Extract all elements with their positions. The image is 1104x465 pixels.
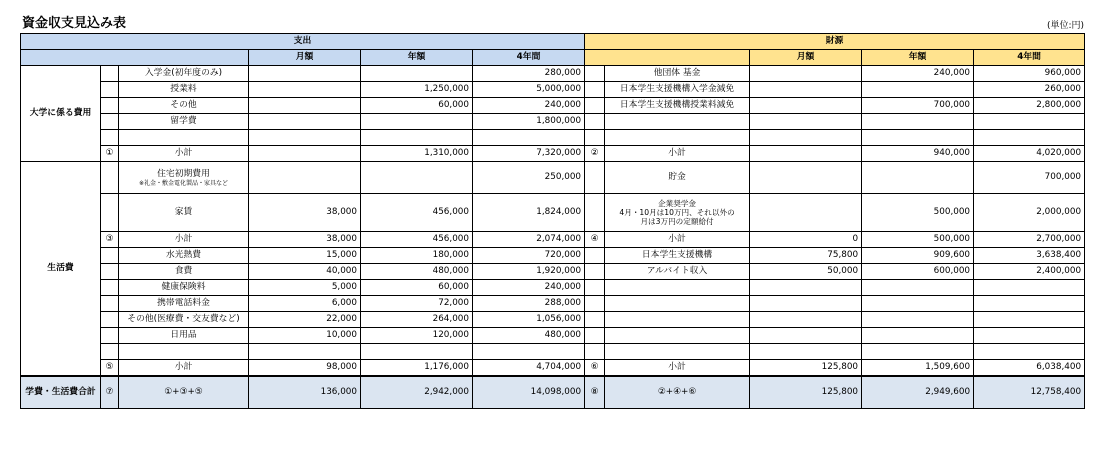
- expense-item-label: 小計: [174, 362, 193, 372]
- expense-item-label: 携帯電話料金: [157, 298, 210, 308]
- table-row: [21, 328, 1085, 344]
- table-row: [21, 194, 1085, 232]
- source-monthly: [750, 296, 862, 312]
- expense-item: [119, 98, 249, 114]
- expense-four-year: 720,000: [473, 248, 585, 264]
- expense-item-label: 授業料: [170, 84, 197, 94]
- source-annual: [862, 280, 974, 296]
- expense-four-year: 4,704,000: [473, 360, 585, 377]
- expense-item: [119, 296, 249, 312]
- source-annual: 600,000: [862, 264, 974, 280]
- source-item-line: 月は3万円の定額給付: [640, 217, 714, 226]
- expense-item-label: 入学金(初年度のみ): [144, 68, 223, 78]
- expense-four-year: 1,824,000: [473, 194, 585, 232]
- expense-monthly: [249, 98, 361, 114]
- source-marker: [585, 194, 605, 232]
- unit-label: (単位:円): [1046, 21, 1084, 31]
- expense-annual: 180,000: [361, 248, 473, 264]
- table-row: [21, 130, 1085, 146]
- expense-annual: 1,176,000: [361, 360, 473, 377]
- source-marker: [585, 130, 605, 146]
- source-item: アルバイト収入: [605, 264, 750, 280]
- expense-item-label: 家賃: [174, 207, 193, 217]
- expense-monthly: 136,000: [249, 376, 361, 409]
- source-monthly: [750, 312, 862, 328]
- expense-item: [119, 264, 249, 280]
- expense-item-label: 小計: [174, 234, 193, 244]
- expense-item: [119, 376, 249, 409]
- expense-item-label: 留学費: [170, 116, 197, 126]
- expense-four-year: 5,000,000: [473, 82, 585, 98]
- table-row: [21, 344, 1085, 360]
- source-marker: [585, 296, 605, 312]
- expense-annual: [361, 114, 473, 130]
- expense-item-label: 水光熱費: [165, 250, 202, 260]
- expense-monthly: [249, 162, 361, 194]
- source-annual: 500,000: [862, 194, 974, 232]
- expense-monthly: [249, 82, 361, 98]
- expense-monthly: 22,000: [249, 312, 361, 328]
- source-item: [605, 280, 750, 296]
- table-row: [21, 376, 1085, 409]
- source-four-year: [974, 328, 1085, 344]
- sheet-title: 資金収支見込み表: [22, 16, 127, 31]
- source-marker: [585, 66, 605, 82]
- expense-marker: [101, 98, 119, 114]
- category-total: 学費・生活費合計: [21, 376, 101, 409]
- expense-marker: ①: [101, 146, 119, 162]
- expense-four-year: 1,920,000: [473, 264, 585, 280]
- source-monthly: [750, 130, 862, 146]
- expense-annual: 480,000: [361, 264, 473, 280]
- expense-marker: [101, 66, 119, 82]
- expense-item-label: 住宅初期費用: [157, 168, 210, 179]
- expense-item-label: その他: [170, 100, 197, 110]
- expense-four-year-header: 4年間: [473, 50, 585, 66]
- source-monthly: 75,800: [750, 248, 862, 264]
- table-row: [21, 98, 1085, 114]
- expense-four-year: 240,000: [473, 280, 585, 296]
- source-monthly: [750, 114, 862, 130]
- expense-monthly: 5,000: [249, 280, 361, 296]
- source-annual: 2,949,600: [862, 376, 974, 409]
- source-item: [605, 312, 750, 328]
- source-marker: [585, 328, 605, 344]
- source-monthly: [750, 66, 862, 82]
- header-row-2: [21, 50, 1085, 66]
- expense-monthly: [249, 344, 361, 360]
- expense-annual-header: 年額: [361, 50, 473, 66]
- expense-annual: 60,000: [361, 98, 473, 114]
- source-marker: [585, 162, 605, 194]
- source-marker: [585, 248, 605, 264]
- table-row: [21, 232, 1085, 248]
- source-marker: ④: [585, 232, 605, 248]
- expense-monthly: 98,000: [249, 360, 361, 377]
- source-item: 日本学生支援機構授業料減免: [605, 98, 750, 114]
- source-marker: ⑧: [585, 376, 605, 409]
- expense-item: [119, 66, 249, 82]
- source-four-year: [974, 130, 1085, 146]
- source-annual: [862, 130, 974, 146]
- expense-marker: [101, 344, 119, 360]
- source-annual: [862, 82, 974, 98]
- source-annual: [862, 162, 974, 194]
- source-monthly: 50,000: [750, 264, 862, 280]
- expense-annual: 72,000: [361, 296, 473, 312]
- source-item: [605, 296, 750, 312]
- expense-item-label: その他(医療費・交友費など): [127, 314, 240, 324]
- expense-four-year: 1,056,000: [473, 312, 585, 328]
- source-annual: [862, 328, 974, 344]
- expense-item-label: ①+③+⑤: [164, 387, 203, 397]
- source-marker: [585, 114, 605, 130]
- expense-marker: ⑤: [101, 360, 119, 377]
- expense-annual: 456,000: [361, 194, 473, 232]
- expense-annual: 264,000: [361, 312, 473, 328]
- expense-marker: [101, 328, 119, 344]
- source-item: 小計: [605, 360, 750, 377]
- source-item: 他団体 基金: [605, 66, 750, 82]
- source-item: 小計: [605, 146, 750, 162]
- expense-item: [119, 82, 249, 98]
- category-living: 生活費: [21, 162, 101, 377]
- source-four-year: 12,758,400: [974, 376, 1085, 409]
- table-row: [21, 312, 1085, 328]
- expense-annual: 60,000: [361, 280, 473, 296]
- source-item: [605, 328, 750, 344]
- source-annual: 240,000: [862, 66, 974, 82]
- expense-item: [119, 280, 249, 296]
- source-four-year: 2,000,000: [974, 194, 1085, 232]
- expense-monthly: 6,000: [249, 296, 361, 312]
- table-row: [21, 264, 1085, 280]
- expense-annual: [361, 344, 473, 360]
- source-four-year: 3,638,400: [974, 248, 1085, 264]
- table-row: [21, 114, 1085, 130]
- expense-item-label: 小計: [174, 148, 193, 158]
- source-four-year: [974, 114, 1085, 130]
- header-row-1: [21, 34, 1085, 50]
- source-item: [605, 194, 750, 232]
- expense-marker: [101, 130, 119, 146]
- expense-monthly-header: 月額: [249, 50, 361, 66]
- source-item: [605, 114, 750, 130]
- expense-item: [119, 146, 249, 162]
- source-item: [605, 130, 750, 146]
- source-monthly: 125,800: [750, 360, 862, 377]
- expense-annual: [361, 130, 473, 146]
- source-item-line: 企業奨学金: [658, 199, 697, 208]
- expense-annual: 1,250,000: [361, 82, 473, 98]
- expense-annual: 1,310,000: [361, 146, 473, 162]
- expense-four-year: 2,074,000: [473, 232, 585, 248]
- source-four-year: 2,700,000: [974, 232, 1085, 248]
- expense-marker: ③: [101, 232, 119, 248]
- expense-monthly: [249, 146, 361, 162]
- expense-marker: [101, 194, 119, 232]
- expense-marker: [101, 248, 119, 264]
- expense-four-year: [473, 130, 585, 146]
- expense-monthly: 38,000: [249, 194, 361, 232]
- expense-marker: [101, 280, 119, 296]
- source-marker: [585, 264, 605, 280]
- source-four-year: 2,800,000: [974, 98, 1085, 114]
- expense-four-year: 7,320,000: [473, 146, 585, 162]
- expense-annual: 456,000: [361, 232, 473, 248]
- source-monthly: [750, 280, 862, 296]
- expense-item-note: ※礼金・敷金電化製品・家具など: [138, 179, 229, 187]
- source-annual: 909,600: [862, 248, 974, 264]
- source-four-year: 2,400,000: [974, 264, 1085, 280]
- expense-item: [119, 162, 249, 194]
- expense-annual: 2,942,000: [361, 376, 473, 409]
- expense-monthly: [249, 130, 361, 146]
- source-annual: 1,509,600: [862, 360, 974, 377]
- source-monthly: [750, 344, 862, 360]
- expense-annual: [361, 66, 473, 82]
- expense-item: [119, 232, 249, 248]
- expense-item: [119, 344, 249, 360]
- source-annual: 700,000: [862, 98, 974, 114]
- cash-flow-table: [20, 33, 1085, 409]
- source-four-year: 4,020,000: [974, 146, 1085, 162]
- source-item: 貯金: [605, 162, 750, 194]
- source-monthly: [750, 194, 862, 232]
- source-item: [605, 344, 750, 360]
- expense-four-year: 250,000: [473, 162, 585, 194]
- expense-item: [119, 114, 249, 130]
- source-four-year: 960,000: [974, 66, 1085, 82]
- source-annual: [862, 296, 974, 312]
- source-marker: ⑥: [585, 360, 605, 377]
- source-four-year: 6,038,400: [974, 360, 1085, 377]
- expense-marker: ⑦: [101, 376, 119, 409]
- source-marker: [585, 344, 605, 360]
- source-four-year: [974, 312, 1085, 328]
- source-annual: 500,000: [862, 232, 974, 248]
- expense-monthly: 38,000: [249, 232, 361, 248]
- source-annual: [862, 312, 974, 328]
- expense-item-label: 食費: [174, 266, 193, 276]
- source-annual-header: 年額: [862, 50, 974, 66]
- source-four-year-header: 4年間: [974, 50, 1085, 66]
- source-marker: [585, 312, 605, 328]
- source-monthly: 0: [750, 232, 862, 248]
- expense-four-year: 288,000: [473, 296, 585, 312]
- source-annual: [862, 114, 974, 130]
- table-row: [21, 248, 1085, 264]
- expense-item: [119, 328, 249, 344]
- source-item: ②+④+⑥: [605, 376, 750, 409]
- table-row: [21, 162, 1085, 194]
- expense-monthly: 15,000: [249, 248, 361, 264]
- source-four-year: [974, 296, 1085, 312]
- source-item: 日本学生支援機構: [605, 248, 750, 264]
- source-monthly: [750, 328, 862, 344]
- source-monthly: [750, 82, 862, 98]
- source-marker: ②: [585, 146, 605, 162]
- table-row: [21, 66, 1085, 82]
- expense-item: [119, 194, 249, 232]
- source-marker: [585, 82, 605, 98]
- expense-marker: [101, 296, 119, 312]
- table-row: [21, 146, 1085, 162]
- expense-header-blank: [21, 50, 249, 66]
- expense-item: [119, 360, 249, 377]
- expense-header: 支出: [21, 34, 585, 50]
- expense-item: [119, 248, 249, 264]
- expense-monthly: [249, 114, 361, 130]
- source-marker: [585, 280, 605, 296]
- source-marker: [585, 98, 605, 114]
- expense-item-label: 日用品: [170, 330, 197, 340]
- table-row: [21, 360, 1085, 377]
- source-monthly: [750, 146, 862, 162]
- source-monthly: [750, 98, 862, 114]
- expense-four-year: [473, 344, 585, 360]
- expense-annual: 120,000: [361, 328, 473, 344]
- expense-marker: [101, 82, 119, 98]
- category-university: 大学に係る費用: [21, 66, 101, 162]
- expense-four-year: 1,800,000: [473, 114, 585, 130]
- expense-annual: [361, 162, 473, 194]
- source-four-year: [974, 344, 1085, 360]
- expense-monthly: [249, 66, 361, 82]
- expense-item-label: 健康保険料: [161, 282, 206, 292]
- table-row: [21, 296, 1085, 312]
- expense-monthly: 40,000: [249, 264, 361, 280]
- source-item-line: 4月・10月は10万円、それ以外の: [619, 208, 735, 217]
- source-four-year: [974, 280, 1085, 296]
- table-row: [21, 280, 1085, 296]
- expense-four-year: 280,000: [473, 66, 585, 82]
- expense-four-year: 480,000: [473, 328, 585, 344]
- source-annual: [862, 344, 974, 360]
- source-four-year: 700,000: [974, 162, 1085, 194]
- expense-marker: [101, 162, 119, 194]
- source-four-year: 260,000: [974, 82, 1085, 98]
- source-annual: 940,000: [862, 146, 974, 162]
- table-row: [21, 82, 1085, 98]
- source-item: 小計: [605, 232, 750, 248]
- source-item: 日本学生支援機構入学金減免: [605, 82, 750, 98]
- expense-marker: [101, 264, 119, 280]
- expense-monthly: 10,000: [249, 328, 361, 344]
- expense-four-year: 240,000: [473, 98, 585, 114]
- expense-marker: [101, 114, 119, 130]
- expense-four-year: 14,098,000: [473, 376, 585, 409]
- expense-marker: [101, 312, 119, 328]
- source-header: 財源: [585, 34, 1085, 50]
- source-monthly: 125,800: [750, 376, 862, 409]
- expense-item: [119, 130, 249, 146]
- source-header-blank: [585, 50, 750, 66]
- source-monthly: [750, 162, 862, 194]
- expense-item: [119, 312, 249, 328]
- source-monthly-header: 月額: [750, 50, 862, 66]
